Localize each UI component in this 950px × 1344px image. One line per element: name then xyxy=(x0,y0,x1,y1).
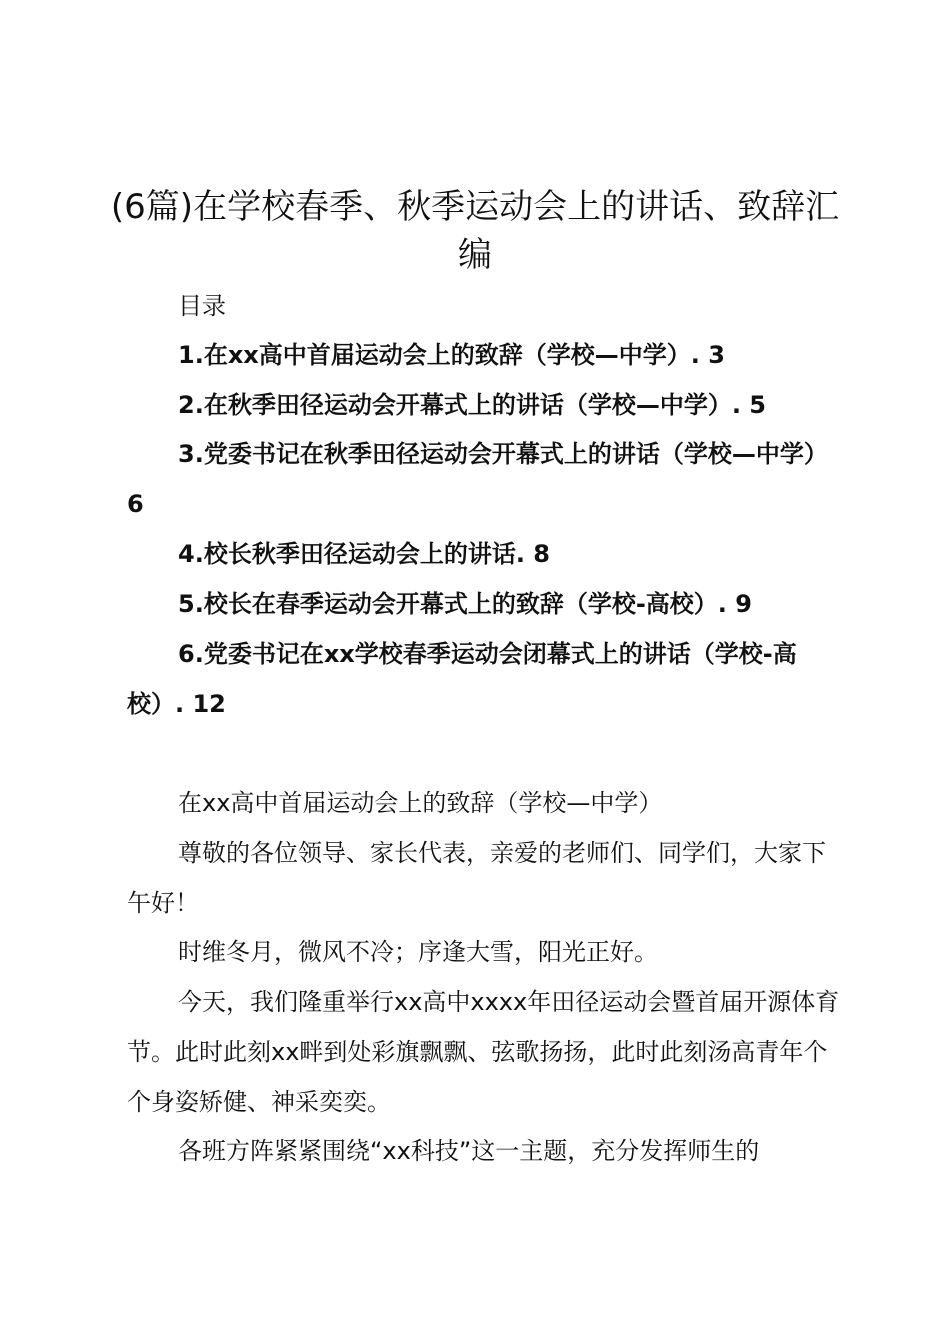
body-paragraph: 时维冬月，微风不冷；序逢大雪，阳光正好。 xyxy=(178,938,658,966)
body-paragraph: 尊敬的各位领导、家长代表，亲爱的老师们、同学们，大家下午好！ xyxy=(127,839,826,917)
document-title: (6篇)在学校春季、秋季运动会上的讲话、致辞汇编 xyxy=(110,187,840,275)
toc-item[interactable]: 6.党委书记在xx学校春季运动会闭幕式上的讲话（学校-高校）. 12 xyxy=(127,640,797,718)
body-paragraph: 今天，我们隆重举行xx高中xxxx年田径运动会暨首届开源体育节。此时此刻xx畔到处彩旗飘飘、弦歌扬扬，此时此刻汤高青年个个身姿矫健、神采奕奕。 xyxy=(127,988,840,1116)
toc-item[interactable]: 2.在秋季田径运动会开幕式上的讲话（学校—中学）. 5 xyxy=(178,391,766,419)
toc-item[interactable]: 3.党委书记在秋季田径运动会开幕式上的讲话（学校—中学） 6 xyxy=(127,440,828,518)
body-paragraph: 各班方阵紧紧围绕“xx科技”这一主题，充分发挥师生的 xyxy=(178,1137,760,1165)
section-title: 在xx高中首届运动会上的致辞（学校—中学） xyxy=(178,789,663,817)
toc-item[interactable]: 5.校长在春季运动会开幕式上的致辞（学校-高校）. 9 xyxy=(178,590,752,618)
toc-item[interactable]: 1.在xx高中首届运动会上的致辞（学校—中学）. 3 xyxy=(178,341,725,369)
toc-heading: 目录 xyxy=(178,292,226,320)
toc-item[interactable]: 4.校长秋季田径运动会上的讲话. 8 xyxy=(178,540,550,568)
